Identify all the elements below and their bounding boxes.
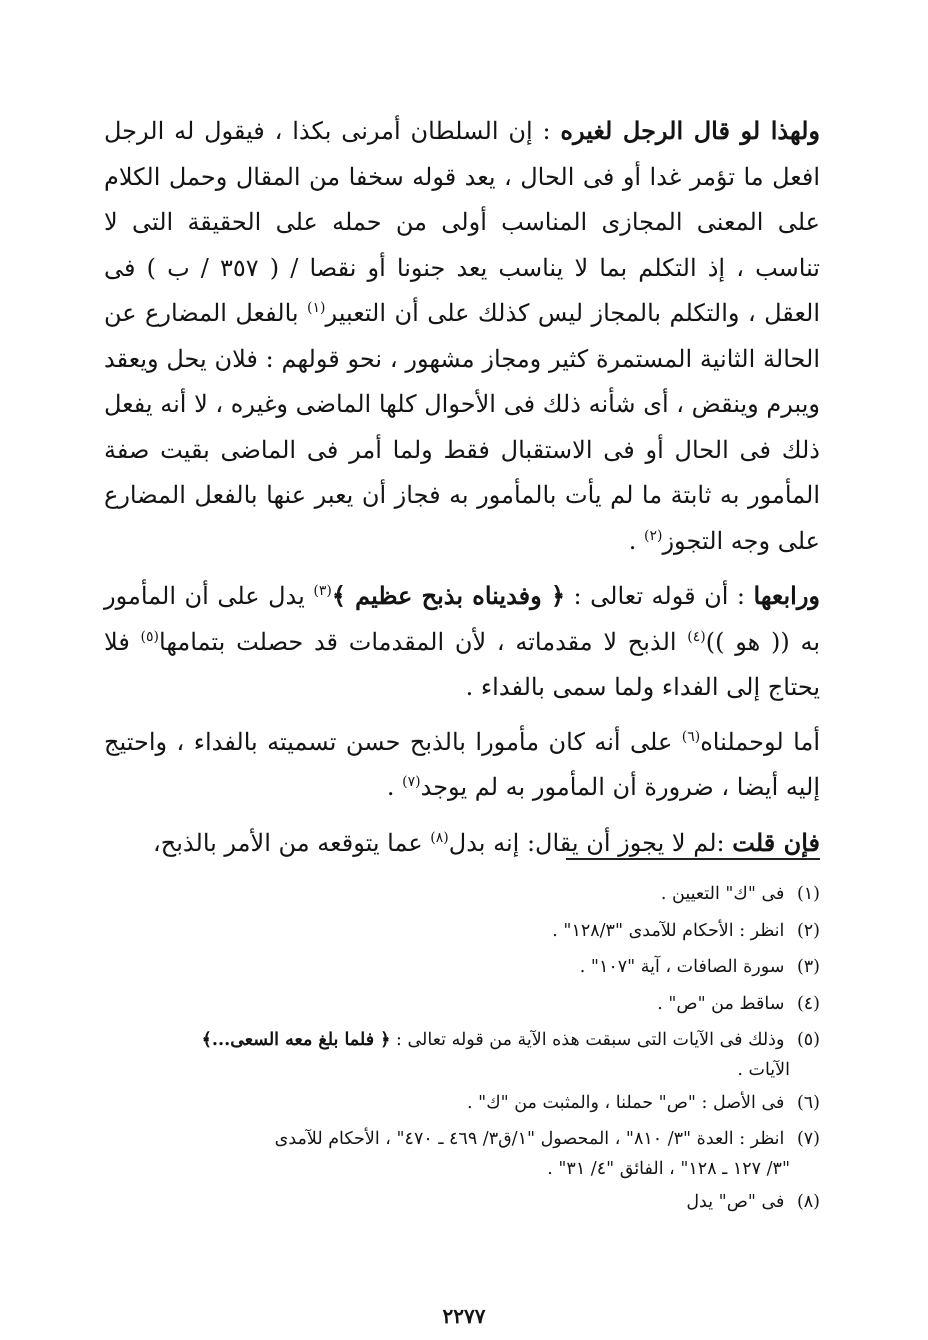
paragraph-lead: ولهذا لو قال الرجل لغيره xyxy=(560,116,820,145)
paragraph-text: فلا يحتاج إلى الفداء ولما سمى بالفداء . xyxy=(104,627,820,701)
paragraph-text: . xyxy=(628,526,644,555)
footnote-number: (١) xyxy=(796,884,820,904)
footnote-5 xyxy=(104,1022,820,1085)
paragraph-text: . xyxy=(386,773,403,801)
footnote-text: سورة الصافات ، آية "١٠٧" . xyxy=(579,957,785,977)
footnote-8 xyxy=(104,1184,820,1221)
paragraph-2 xyxy=(104,573,820,711)
paragraph-text: أما لوحملناه xyxy=(700,727,820,756)
page-number: ٢٢٧٧ xyxy=(442,1304,486,1328)
footnote-quote: ﴿ فلما بلغ معه السعى...﴾ xyxy=(201,1030,391,1050)
footnote-number: (٢) xyxy=(796,920,820,941)
paragraph-text: بالفعل المضارع عن الحالة الثانية المستمرة كثير ومجاز مشهور ، نحو قولهم : فلان يحل ويعقد ويبرم وينقض ، أى شأنه ذلك فى الأحوال كلها الماضى وغيره ، لا أنه يفعل ذلك فى الحال أو فى الاستقبال فقط ولما أمر فى الماضى بقيت صفة المأمور به ثابتة ما لم يأت بالمأمور به فجاز أن يعبر عنها بالفعل المضارع على وجه التجوز xyxy=(104,299,820,555)
paragraph-1 xyxy=(104,108,820,564)
footnote-marker: (٦) xyxy=(681,728,701,745)
footnote-number: (٣) xyxy=(796,957,820,977)
footnote-separator xyxy=(566,858,820,860)
footnote-text: انظر : العدة "٣/ ٨١٠" ، المحصول "١/ق٣/ ٤٦٩ ـ ٤٧٠" ، الأحكام للآمدى xyxy=(274,1129,785,1149)
footnote-text: فى "ك" التعيين . xyxy=(660,884,785,904)
footnote-marker: (١) xyxy=(307,300,326,316)
footnote-marker: (٤) xyxy=(687,628,706,645)
footnote-continuation: الآيات . xyxy=(737,1059,790,1080)
paragraph-text: : إن السلطان أمرنى بكذا ، فيقول له الرجل افعل ما تؤمر غدا أو فى الحال ، يعد قوله سخفا من المقال وحمل الكلام على المعنى المجازى المناسب أولى من حمله على الحقيقة التى لا تناسب ، إذ التكلم بما لا يناسب يعد جنونا أو نقصا / ( ٣٥٧ / ب ) فى العقل ، والتكلم بالمجاز ليس كذلك على أن التعبير xyxy=(104,117,820,327)
footnote-number: (٧) xyxy=(796,1129,820,1149)
footnote-marker: (٢) xyxy=(644,527,663,544)
footnotes xyxy=(104,876,820,1220)
footnote-continuation: "٣/ ١٢٧ ـ ١٢٨" ، الفائق "٤/ ٣١" . xyxy=(547,1158,790,1179)
footnote-marker: (٥) xyxy=(140,628,159,645)
footnote-4 xyxy=(104,986,820,1023)
paragraph-lead: ورابعها xyxy=(753,581,820,610)
footnote-marker: (٧) xyxy=(402,774,421,790)
footnote-number: (٤) xyxy=(796,993,820,1014)
paragraph-text: :لم لا يجوز أن يقال: إنه بدل xyxy=(448,828,733,857)
footnote-7 xyxy=(104,1121,820,1184)
footnote-marker: (٨) xyxy=(430,829,449,846)
footnote-number: (٦) xyxy=(796,1092,820,1113)
paragraph-3 xyxy=(104,720,820,811)
quranic-quote: ﴿ وفديناه بذبح عظيم ﴾ xyxy=(331,581,566,610)
footnote-text: فى الأصل : "ص" حملنا ، والمثبت من "ك" . xyxy=(467,1092,785,1113)
paragraph-text: : أن قوله تعالى : xyxy=(565,582,754,610)
paragraph-text: الذبح لا مقدماته ، لأن المقدمات قد حصلت بتمامها xyxy=(159,627,688,656)
footnote-text: انظر : الأحكام للآمدى "١٢٨/٣" . xyxy=(552,920,785,941)
footnote-number: (٨) xyxy=(796,1191,820,1212)
footnote-text: وذلك فى الآيات التى سبقت هذه الآية من قوله تعالى : xyxy=(390,1030,785,1050)
main-text xyxy=(104,108,820,866)
footnote-text: فى "ص" يدل xyxy=(686,1191,785,1212)
paragraph-text: يدل على أن المأمور به (( هو )) xyxy=(104,582,821,656)
footnote-marker: (٣) xyxy=(313,583,332,599)
paragraph-lead: فإن قلت xyxy=(732,827,820,857)
footnote-number: (٥) xyxy=(796,1030,820,1050)
footnote-6 xyxy=(104,1085,820,1122)
footnote-1 xyxy=(104,876,820,913)
footnote-3 xyxy=(104,949,820,986)
footnote-2 xyxy=(104,913,820,950)
paragraph-text: على أنه كان مأمورا بالذبح حسن تسميته بالفداء ، واحتيج إليه أيضا ، ضرورة أن المأمور به لم يوجد xyxy=(104,727,820,801)
footnote-text: ساقط من "ص" . xyxy=(657,993,785,1014)
paragraph-text: عما يتوقعه من الأمر بالذبح، xyxy=(152,828,431,857)
